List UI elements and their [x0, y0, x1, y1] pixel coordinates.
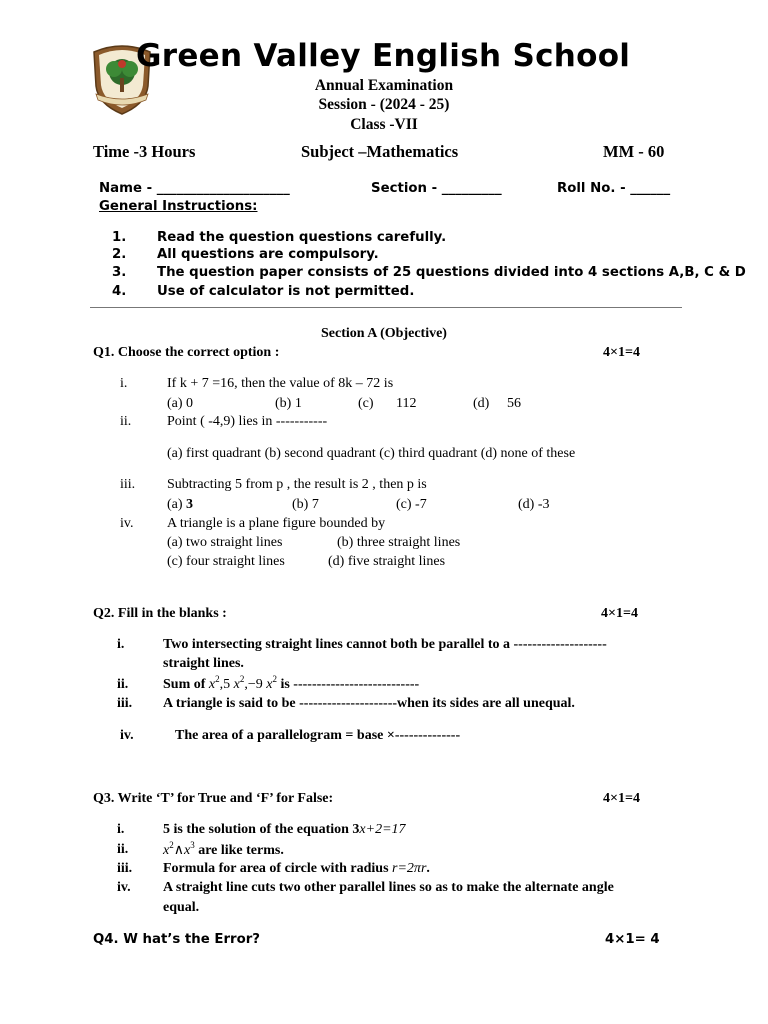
option-b: (b) three straight lines — [337, 535, 461, 550]
math-expression: x+2=17 — [359, 822, 406, 837]
exam-title: Annual Examination — [314, 77, 454, 94]
option-a: (a) two straight lines — [167, 535, 283, 550]
option-d: (d) five straight lines — [328, 554, 446, 569]
question-text: A triangle is said to be ---------------------when its sides are all unequal. — [163, 696, 575, 711]
question-text — [163, 842, 284, 859]
option-a: (a) 0 — [167, 396, 194, 411]
question-marks: 4×1= 4 — [605, 932, 660, 947]
list-item-number: 3. — [112, 265, 127, 280]
option-c: (c) -7 — [396, 497, 427, 512]
item-number: i. — [117, 637, 125, 652]
question-label: Q1. Choose the correct option : — [93, 345, 280, 360]
text-segment: is --------------------------- — [276, 677, 420, 692]
exam-time: Time -3 Hours — [93, 142, 196, 161]
item-number: iv. — [117, 880, 131, 895]
item-number: ii. — [120, 414, 132, 429]
question-text: Subtracting 5 from p , the result is 2 , then p is — [167, 477, 427, 492]
item-number: iii. — [120, 477, 136, 492]
list-item: The question paper consists of 25 questions divided into 4 sections A,B, C & D — [157, 265, 746, 280]
item-number: ii. — [117, 842, 129, 857]
math-expression: r=2πr — [392, 861, 427, 876]
option-d: (d) — [473, 396, 490, 411]
item-number: iv. — [120, 516, 134, 531]
instructions-heading: General Instructions: — [99, 199, 258, 214]
roll-field: Roll No. - ______ — [557, 181, 671, 196]
item-number: i. — [120, 376, 128, 391]
option-d-value: 56 — [507, 396, 521, 411]
item-number: iii. — [117, 861, 133, 876]
text-segment: 5 is the solution of the equation 3 — [163, 822, 360, 837]
question-text: The area of a parallelogram = base ×-------------- — [175, 728, 461, 743]
item-number: i. — [117, 822, 125, 837]
option-b: (b) 1 — [275, 396, 302, 411]
question-marks: 4×1=4 — [601, 606, 638, 621]
question-text-continued: straight lines. — [163, 656, 244, 671]
text-segment: Formula for area of circle with radius — [163, 861, 393, 876]
option-d: (d) -3 — [518, 497, 550, 512]
question-marks: 4×1=4 — [603, 791, 640, 806]
question-marks: 4×1=4 — [603, 345, 640, 360]
option-b: (b) 7 — [292, 497, 319, 512]
text-segment: . — [426, 861, 430, 876]
section-field: Section - _________ — [371, 181, 502, 196]
school-name: Green Valley English School — [136, 38, 631, 74]
question-label: Q4. W hat’s the Error? — [93, 932, 260, 947]
text-segment: Sum of — [163, 677, 209, 692]
list-item: Read the question questions carefully. — [157, 230, 447, 245]
item-number: ii. — [117, 677, 129, 692]
list-item: All questions are compulsory. — [157, 247, 379, 262]
option-a-value: 3 — [186, 497, 194, 512]
item-number: iii. — [117, 696, 133, 711]
question-text: A straight line cuts two other parallel lines so as to make the alternate angle — [163, 880, 614, 895]
item-number: iv. — [120, 728, 134, 743]
question-label: Q2. Fill in the blanks : — [93, 606, 227, 621]
option-a-label: (a) — [167, 497, 187, 512]
options-line: (a) first quadrant (b) second quadrant (c) third quadrant (d) none of these — [167, 446, 576, 461]
list-item: Use of calculator is not permitted. — [157, 284, 415, 299]
option-c: (c) — [358, 396, 374, 411]
exam-subject: Subject –Mathematics — [301, 142, 459, 161]
text-segment: are like terms. — [194, 843, 284, 858]
list-item-number: 2. — [112, 247, 127, 262]
question-text — [163, 822, 406, 838]
exam-session: Session - (2024 - 25) — [318, 96, 450, 113]
question-text: Two intersecting straight lines cannot both be parallel to a -------------------- — [163, 637, 607, 652]
section-title: Section A (Objective) — [321, 326, 447, 341]
option-a — [167, 497, 193, 513]
list-item-number: 1. — [112, 230, 127, 245]
exam-max-marks: MM - 60 — [603, 142, 665, 161]
exam-class: Class -VII — [350, 116, 418, 133]
math-expression: $x^2,5$ $x^2,-9$ $x^2$ — [208, 674, 277, 692]
math-expression: $x^2\wedge x^3$ — [163, 840, 195, 858]
divider — [90, 307, 682, 308]
list-item-number: 4. — [112, 284, 127, 299]
option-c-value: 112 — [396, 396, 417, 411]
name-field: Name - ____________________ — [99, 181, 290, 196]
question-text — [163, 861, 430, 877]
question-text: Point ( -4,9) lies in ----------- — [167, 414, 328, 429]
option-c: (c) four straight lines — [167, 554, 285, 569]
question-text — [163, 674, 420, 693]
question-text: A triangle is a plane figure bounded by — [167, 516, 386, 531]
question-text-continued: equal. — [163, 900, 200, 915]
question-text: If k + 7 =16, then the value of 8k – 72 is — [167, 376, 394, 391]
question-label: Q3. Write ‘T’ for True and ‘F’ for False: — [93, 791, 334, 806]
